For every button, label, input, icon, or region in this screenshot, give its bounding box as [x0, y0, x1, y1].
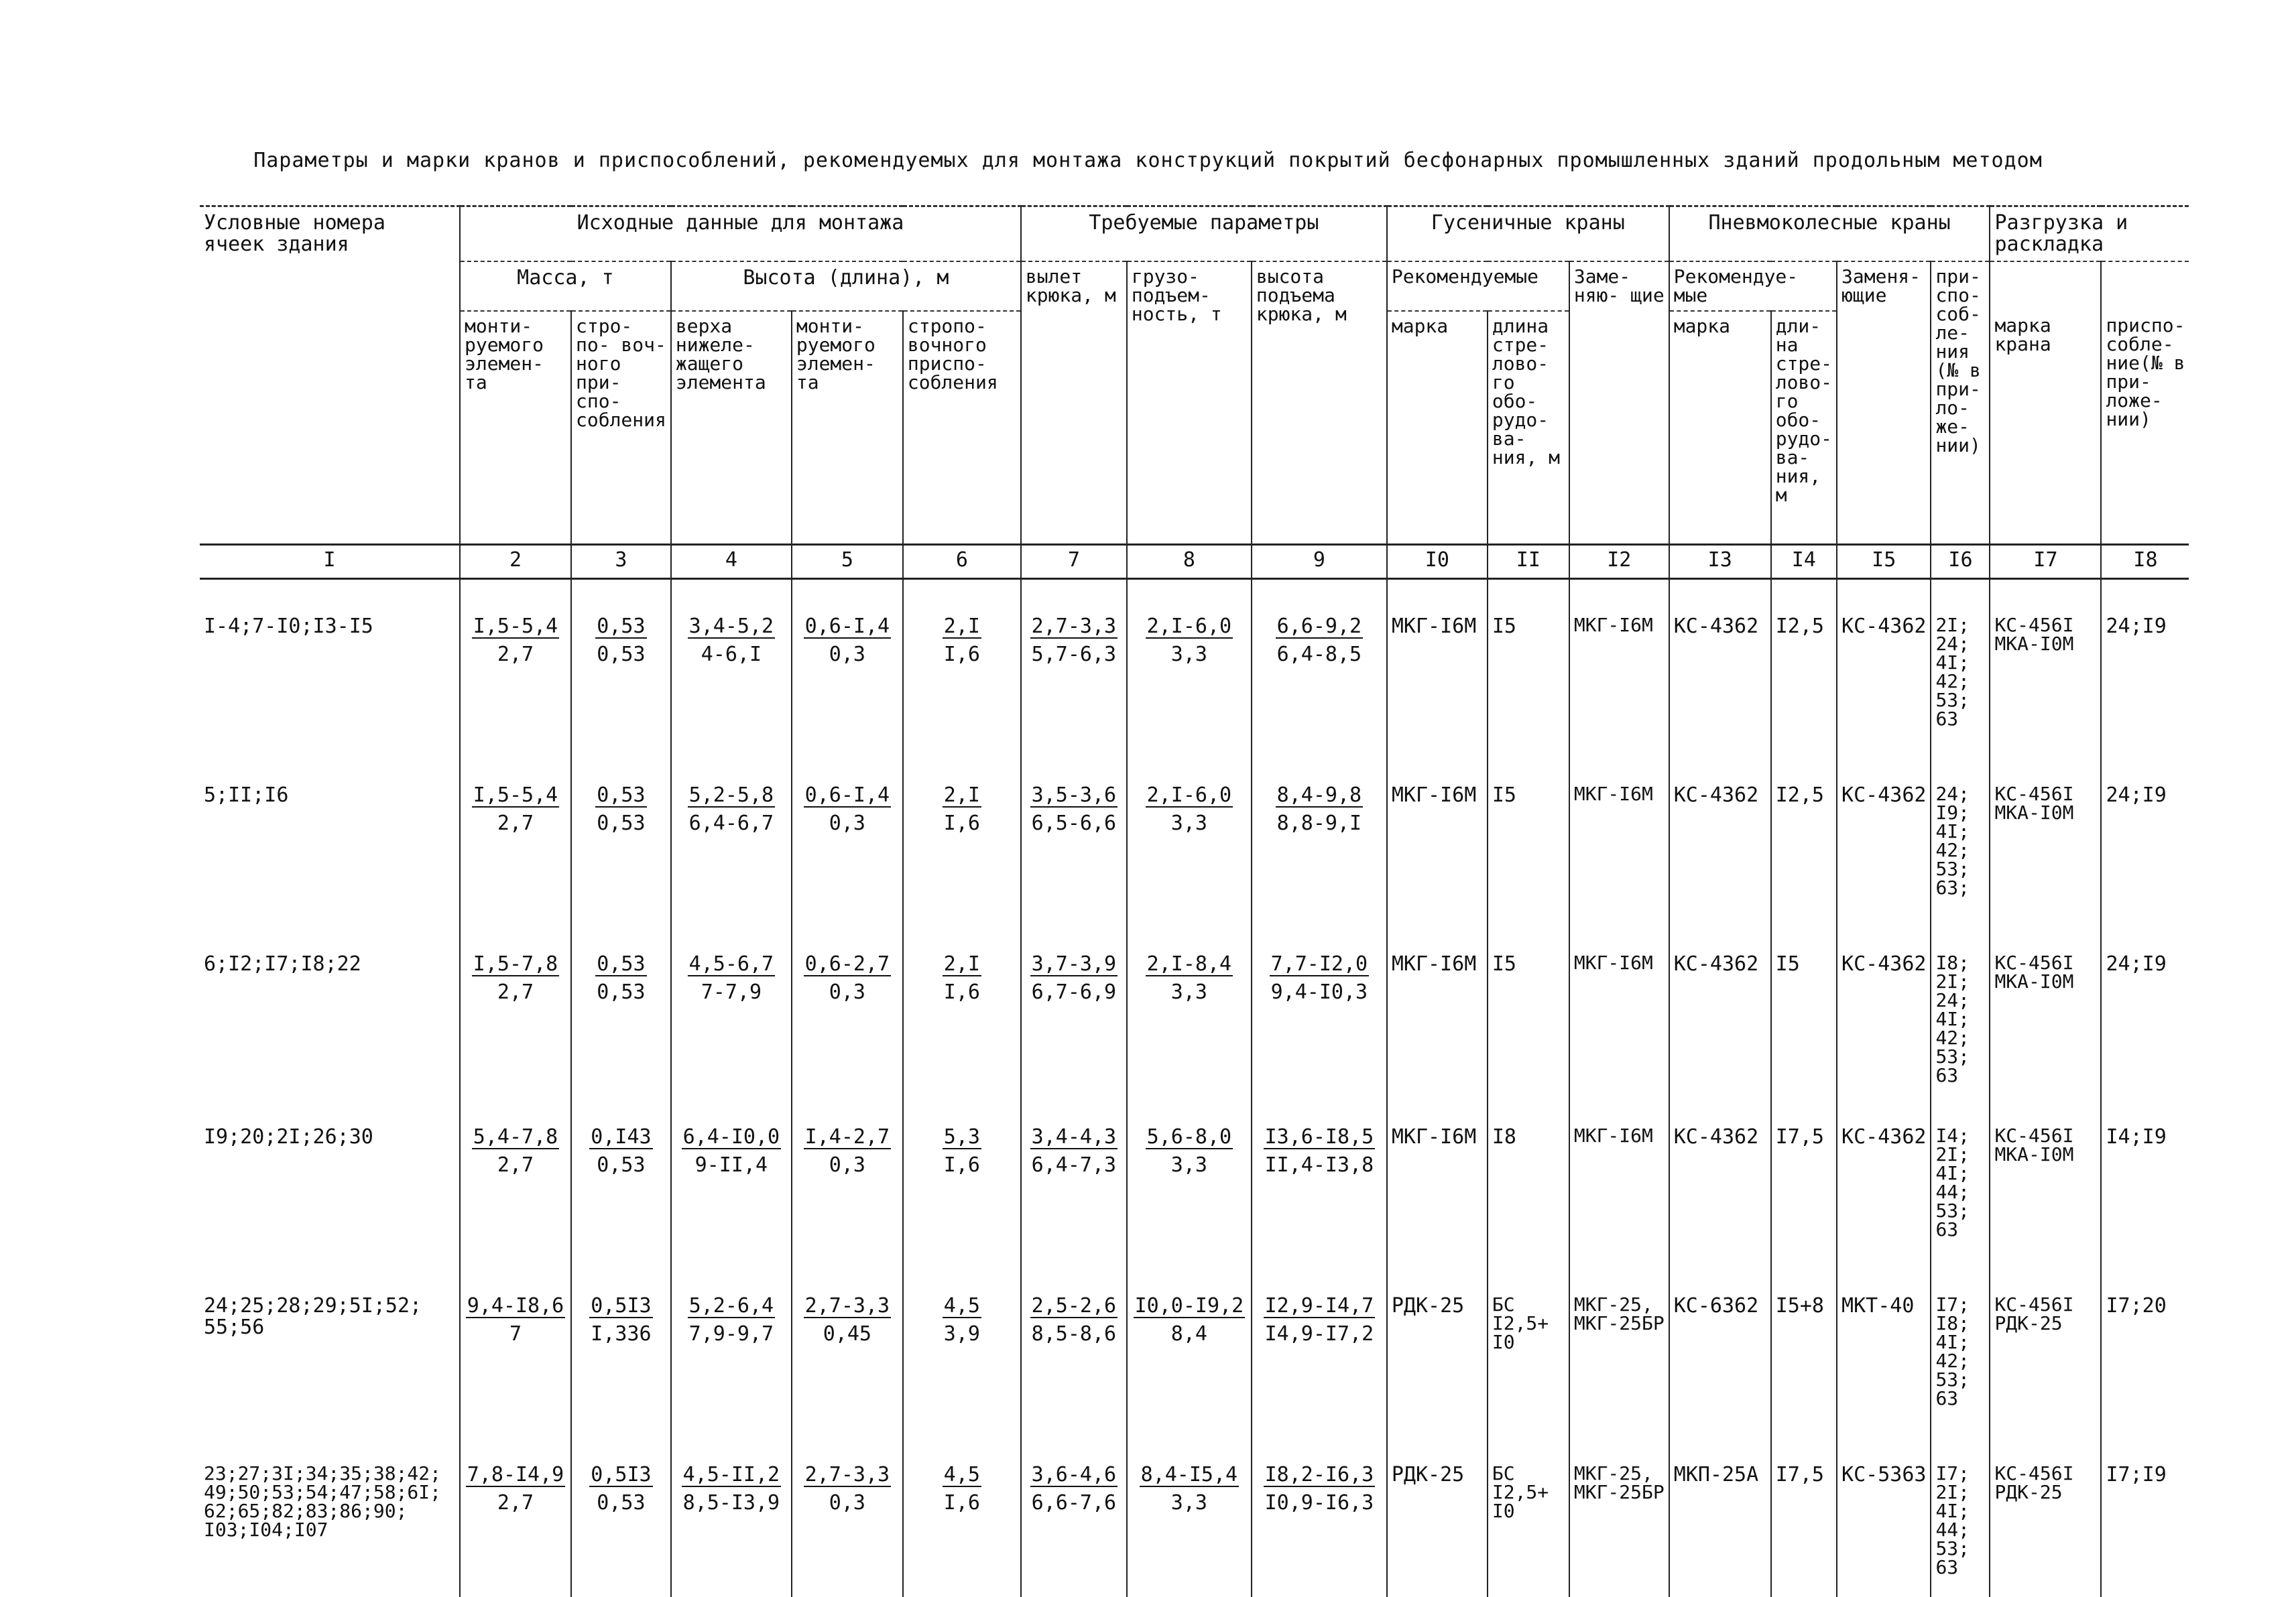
height-element-cell [792, 749, 903, 917]
header-lifting-capacity: грузо- подъем- ность, т [1127, 261, 1252, 545]
height-sling-cell [903, 1428, 1021, 1597]
denominator: I,336 [591, 1322, 652, 1346]
header-pneumatic-replacing: Заменя- ющие [1837, 261, 1931, 545]
pneumatic-boom-cell: I5+8 [1771, 1259, 1837, 1428]
denominator: 0,53 [597, 812, 646, 835]
denominator: 6,7-6,9 [1031, 980, 1117, 1004]
denominator: I,6 [943, 1153, 980, 1177]
numerator: 5,6-8,0 [1146, 1125, 1232, 1149]
denominator: I,6 [943, 980, 980, 1004]
header-height-sling: стропо- вочного приспо- собления [903, 311, 1021, 545]
column-number: 7 [1021, 545, 1127, 579]
unload-device-cell: 24;I9 [2101, 749, 2189, 917]
header-mass-element: монти- руемого элемен- та [460, 311, 571, 545]
crane-parameters-table [200, 205, 2189, 1597]
denominator: 2,7 [497, 812, 534, 835]
pneumatic-boom-cell: I2,5 [1771, 579, 1837, 749]
mass-sling-cell [571, 749, 671, 917]
header-initial-data: Исходные данные для монтажа [460, 206, 1021, 262]
column-number: 5 [792, 545, 903, 579]
numerator: 2,I-8,4 [1146, 952, 1232, 976]
crawler-boom-cell: I8 [1488, 1090, 1569, 1259]
denominator: I4,9-I7,2 [1264, 1322, 1374, 1346]
header-mass: Масса, т [460, 261, 671, 311]
hook-reach-cell [1021, 1428, 1127, 1597]
row-cells: 24;25;28;29;5I;52; 55;56 [204, 1294, 422, 1339]
header-row-2 [200, 261, 2189, 311]
denominator: 3,3 [1170, 643, 1207, 666]
height-element-cell [792, 917, 903, 1090]
devices-cell: I7; I8; 4I; 42; 53; 63 [1931, 1259, 1990, 1428]
height-element-cell [792, 1090, 903, 1259]
height-sling-cell [903, 749, 1021, 917]
numerator: I,4-2,7 [804, 1125, 890, 1149]
header-crawler-replacing: Заме- няю- щие [1569, 261, 1669, 545]
header-pneumatic-boom: дли- на стре- лово- го обо- рудо- ва- ния, м [1771, 311, 1837, 545]
denominator: I,6 [943, 1491, 980, 1515]
denominator: 7-7,9 [701, 980, 762, 1004]
numerator: 2,7-3,3 [804, 1294, 890, 1318]
crawler-replacing-cell: МКГ-I6М [1569, 749, 1669, 917]
numerator: 6,4-I0,0 [682, 1125, 780, 1149]
denominator: I,6 [943, 643, 980, 666]
mass-element-cell [460, 1428, 571, 1597]
mass-element-cell [460, 579, 571, 749]
denominator: 5,7-6,3 [1031, 643, 1117, 666]
unload-device-cell: I7;20 [2101, 1259, 2189, 1428]
crawler-boom-cell: I5 [1488, 579, 1569, 749]
table-row [200, 917, 2189, 1090]
numerator: 0,6-2,7 [804, 952, 890, 976]
capacity-cell [1127, 917, 1252, 1090]
numerator: 3,7-3,9 [1031, 952, 1117, 976]
hook-reach-cell [1021, 749, 1127, 917]
denominator: 2,7 [497, 980, 534, 1004]
numerator: 0,6-I,4 [804, 615, 890, 638]
unload-device-cell: 24;I9 [2101, 579, 2189, 749]
numerator: 2,7-3,3 [1031, 615, 1117, 638]
pneumatic-replacing-cell: КС-4362 [1837, 749, 1931, 917]
numerator: 5,4-7,8 [473, 1125, 558, 1149]
hook-reach-cell [1021, 917, 1127, 1090]
mass-sling-cell [571, 917, 671, 1090]
devices-cell: 2I; 24; 4I; 42; 53; 63 [1931, 579, 1990, 749]
pneumatic-replacing-cell: КС-4362 [1837, 1090, 1931, 1259]
denominator: 2,7 [497, 1491, 534, 1515]
numerator: 2,I-6,0 [1146, 783, 1232, 807]
numerator: 9,4-I8,6 [467, 1294, 564, 1318]
column-number: I [200, 545, 460, 579]
denominator: 6,6-7,6 [1031, 1491, 1117, 1515]
column-number: I0 [1387, 545, 1488, 579]
denominator: 0,3 [829, 1491, 865, 1515]
denominator: 8,5-I3,9 [682, 1491, 780, 1515]
column-number: 6 [903, 545, 1021, 579]
denominator: 0,53 [597, 1491, 646, 1515]
pneumatic-replacing-cell: МКТ-40 [1837, 1259, 1931, 1428]
table-row [200, 579, 2189, 749]
column-number: I3 [1669, 545, 1771, 579]
pneumatic-boom-cell: I7,5 [1771, 1428, 1837, 1597]
denominator: II,4-I3,8 [1264, 1153, 1374, 1177]
crawler-brand-cell: МКГ-I6М [1387, 917, 1488, 1090]
numerator: 0,53 [597, 783, 646, 807]
numerator: 3,5-3,6 [1031, 783, 1117, 807]
pneumatic-boom-cell: I2,5 [1771, 749, 1837, 917]
unload-device-cell: I4;I9 [2101, 1090, 2189, 1259]
denominator: 0,3 [829, 1153, 865, 1177]
numerator: 2,I [943, 783, 980, 807]
mass-element-cell [460, 749, 571, 917]
height-top-cell [671, 749, 792, 917]
denominator: 8,4 [1170, 1322, 1207, 1346]
header-crawler-boom: длина стре- лово- го обо- рудо- ва- ния, м [1488, 311, 1569, 545]
column-number: 4 [671, 545, 792, 579]
numerator: 4,5-II,2 [682, 1463, 780, 1486]
column-number: 9 [1252, 545, 1387, 579]
crawler-brand-cell: РДК-25 [1387, 1428, 1488, 1597]
column-number-row [200, 545, 2189, 579]
numerator: 5,3 [943, 1125, 980, 1149]
numerator: 2,I [943, 952, 980, 976]
header-cell-numbers: Условные номера ячеек здания [200, 206, 460, 545]
capacity-cell [1127, 579, 1252, 749]
unload-device-cell: I7;I9 [2101, 1428, 2189, 1597]
header-pneumatic-brand: марка [1669, 311, 1771, 545]
header-hook-height: высота подъема крюка, м [1252, 261, 1387, 545]
header-crane-brand: марка крана [1990, 311, 2101, 545]
numerator: 7,8-I4,9 [467, 1463, 564, 1486]
crawler-boom-cell: БС I2,5+ I0 [1488, 1428, 1569, 1597]
pneumatic-boom-cell: I5 [1771, 917, 1837, 1090]
pneumatic-brand-cell: КС-4362 [1669, 917, 1771, 1090]
denominator: 3,3 [1170, 812, 1207, 835]
height-element-cell [792, 579, 903, 749]
denominator: 3,3 [1170, 980, 1207, 1004]
column-number: II [1488, 545, 1569, 579]
header-crawler-recommended: Рекомендуемые [1387, 261, 1569, 311]
pneumatic-brand-cell: КС-6362 [1669, 1259, 1771, 1428]
numerator: 2,5-2,6 [1031, 1294, 1117, 1318]
column-number: I2 [1569, 545, 1669, 579]
height-top-cell [671, 579, 792, 749]
denominator: 3,3 [1170, 1491, 1207, 1515]
denominator: 0,3 [829, 812, 865, 835]
denominator: 9,4-I0,3 [1270, 980, 1368, 1004]
table-row [200, 1259, 2189, 1428]
denominator: 0,53 [597, 1153, 646, 1177]
hook-height-cell [1252, 1259, 1387, 1428]
denominator: 2,7 [497, 643, 534, 666]
header-required-params: Требуемые параметры [1021, 206, 1387, 262]
devices-cell: I7; 2I; 4I; 44; 53; 63 [1931, 1428, 1990, 1597]
column-number: 8 [1127, 545, 1252, 579]
header-hook-reach: вылет крюка, м [1021, 261, 1127, 545]
pneumatic-replacing-cell: КС-5363 [1837, 1428, 1931, 1597]
denominator: 8,8-9,I [1276, 812, 1362, 835]
capacity-cell [1127, 1090, 1252, 1259]
numerator: 2,I [943, 615, 980, 638]
capacity-cell [1127, 1259, 1252, 1428]
numerator: 8,4-9,8 [1276, 783, 1362, 807]
row-cells: 5;II;I6 [204, 783, 289, 807]
capacity-cell [1127, 749, 1252, 917]
header-height-length: Высота (длина), м [671, 261, 1021, 311]
crawler-boom-cell: БС I2,5+ I0 [1488, 1259, 1569, 1428]
denominator: I,6 [943, 812, 980, 835]
column-number: I8 [2101, 545, 2189, 579]
mass-sling-cell [571, 579, 671, 749]
hook-reach-cell [1021, 1259, 1127, 1428]
numerator: 4,5 [943, 1463, 980, 1486]
hook-reach-cell [1021, 1090, 1127, 1259]
unload-crane-cell: КС-456I МКА-I0М [1990, 579, 2101, 749]
crawler-replacing-cell: МКГ-25, МКГ-25БР [1569, 1428, 1669, 1597]
denominator: 3,3 [1170, 1153, 1207, 1177]
row-cells: I9;20;2I;26;30 [204, 1125, 373, 1149]
row-cells: 23;27;3I;34;35;38;42; 49;50;53;54;47;58;6I; 62;65;82;83;86;90; I03;I04;I07 [204, 1462, 442, 1541]
devices-cell: 24; I9; 4I; 42; 53; 63; [1931, 749, 1990, 917]
hook-reach-cell [1021, 579, 1127, 749]
pneumatic-brand-cell: КС-4362 [1669, 1090, 1771, 1259]
row-cells: 6;I2;I7;I8;22 [204, 952, 361, 976]
height-element-cell [792, 1259, 903, 1428]
denominator: 7 [509, 1322, 522, 1346]
crawler-boom-cell: I5 [1488, 917, 1569, 1090]
numerator: 0,I43 [591, 1125, 652, 1149]
header-top-lower-element: верха нижеле- жащего элемента [671, 311, 792, 545]
row-cells: I-4;7-I0;I3-I5 [204, 615, 373, 638]
crawler-replacing-cell: МКГ-I6М [1569, 1090, 1669, 1259]
denominator: 0,53 [597, 643, 646, 666]
height-top-cell [671, 1428, 792, 1597]
crawler-replacing-cell: МКГ-I6М [1569, 579, 1669, 749]
numerator: 7,7-I2,0 [1270, 952, 1368, 976]
header-height-element: монти- руемого элемен- та [792, 311, 903, 545]
numerator: 4,5 [943, 1294, 980, 1318]
numerator: I3,6-I8,5 [1264, 1125, 1374, 1149]
numerator: 2,I-6,0 [1146, 615, 1232, 638]
mass-sling-cell [571, 1259, 671, 1428]
table-row [200, 1090, 2189, 1259]
denominator: 6,4-8,5 [1276, 643, 1362, 666]
devices-cell: I8; 2I; 24; 4I; 42; 53; 63 [1931, 917, 1990, 1090]
numerator: I8,2-I6,3 [1264, 1463, 1374, 1486]
denominator: 6,4-6,7 [688, 812, 774, 835]
hook-height-cell [1252, 749, 1387, 917]
header-device-no: приспо- собле- ние(№ в при- ложе- нии) [2101, 311, 2189, 545]
column-number: I6 [1931, 545, 1990, 579]
header-pneumatic-recommended: Рекомендуе- мые [1669, 261, 1837, 311]
numerator: 3,4-5,2 [688, 615, 774, 638]
mass-element-cell [460, 1090, 571, 1259]
numerator: I2,9-I4,7 [1264, 1294, 1374, 1318]
height-sling-cell [903, 917, 1021, 1090]
denominator: 4-6,I [701, 643, 762, 666]
page-title: Параметры и марки кранов и приспособлений, рекомендуемых для монтажа конструкций покрытий бесфонарных промышленных зданий продольным методом [253, 149, 2043, 172]
unload-crane-cell: КС-456I РДК-25 [1990, 1259, 2101, 1428]
numerator: 8,4-I5,4 [1140, 1463, 1238, 1486]
header-row-1 [200, 206, 2189, 262]
denominator: 2,7 [497, 1153, 534, 1177]
numerator: 0,53 [597, 952, 646, 976]
numerator: 3,6-4,6 [1031, 1463, 1117, 1486]
hook-height-cell [1252, 1090, 1387, 1259]
height-sling-cell [903, 1090, 1021, 1259]
mass-sling-cell [571, 1428, 671, 1597]
header-crawler-brand: марка [1387, 311, 1488, 545]
header-pneumatic-cranes: Пневмоколесные краны [1669, 206, 1990, 262]
column-number: 2 [460, 545, 571, 579]
numerator: 6,6-9,2 [1276, 615, 1362, 638]
height-top-cell [671, 917, 792, 1090]
pneumatic-brand-cell: КС-4362 [1669, 579, 1771, 749]
mass-element-cell [460, 917, 571, 1090]
header-devices: при- спо- соб- ле- ния (№ в при- ло- же- нии) [1931, 261, 1990, 545]
denominator: 8,5-8,6 [1031, 1322, 1117, 1346]
height-top-cell [671, 1259, 792, 1428]
unload-crane-cell: КС-456I МКА-I0М [1990, 1090, 2101, 1259]
numerator: I,5-5,4 [473, 615, 558, 638]
numerator: I0,0-I9,2 [1134, 1294, 1244, 1318]
unload-crane-cell: КС-456I РДК-25 [1990, 1428, 2101, 1597]
column-number: 3 [571, 545, 671, 579]
denominator: 6,4-7,3 [1031, 1153, 1117, 1177]
numerator: 0,6-I,4 [804, 783, 890, 807]
numerator: 4,5-6,7 [688, 952, 774, 976]
numerator: 5,2-5,8 [688, 783, 774, 807]
column-number: I4 [1771, 545, 1837, 579]
column-number: I7 [1990, 545, 2101, 579]
crawler-brand-cell: МКГ-I6М [1387, 1090, 1488, 1259]
unload-device-cell: 24;I9 [2101, 917, 2189, 1090]
hook-height-cell [1252, 917, 1387, 1090]
denominator: 3,9 [943, 1322, 980, 1346]
height-sling-cell [903, 1259, 1021, 1428]
capacity-cell [1127, 1428, 1252, 1597]
header-unloading: Разгрузка и раскладка [1990, 206, 2189, 262]
denominator: 0,3 [829, 980, 865, 1004]
crawler-brand-cell: МКГ-I6М [1387, 749, 1488, 917]
crawler-boom-cell: I5 [1488, 749, 1569, 917]
numerator: 0,53 [597, 615, 646, 638]
crawler-replacing-cell: МКГ-I6М [1569, 917, 1669, 1090]
height-element-cell [792, 1428, 903, 1597]
mass-element-cell [460, 1259, 571, 1428]
table-row [200, 1428, 2189, 1597]
devices-cell: I4; 2I; 4I; 44; 53; 63 [1931, 1090, 1990, 1259]
denominator: 0,3 [829, 643, 865, 666]
crawler-replacing-cell: МКГ-25, МКГ-25БР [1569, 1259, 1669, 1428]
hook-height-cell [1252, 1428, 1387, 1597]
pneumatic-boom-cell: I7,5 [1771, 1090, 1837, 1259]
pneumatic-brand-cell: МКП-25А [1669, 1428, 1771, 1597]
pneumatic-replacing-cell: КС-4362 [1837, 579, 1931, 749]
numerator: 0,5I3 [591, 1294, 652, 1318]
pneumatic-brand-cell: КС-4362 [1669, 749, 1771, 917]
numerator: 2,7-3,3 [804, 1463, 890, 1486]
hook-height-cell [1252, 579, 1387, 749]
denominator: 0,45 [823, 1322, 871, 1346]
numerator: 0,5I3 [591, 1463, 652, 1486]
pneumatic-replacing-cell: КС-4362 [1837, 917, 1931, 1090]
denominator: 0,53 [597, 980, 646, 1004]
header-mass-sling: стро- по- воч- ного при- спо- собления [571, 311, 671, 545]
denominator: I0,9-I6,3 [1264, 1491, 1374, 1515]
numerator: 3,4-4,3 [1031, 1125, 1117, 1149]
unload-crane-cell: КС-456I МКА-I0М [1990, 917, 2101, 1090]
denominator: 9-II,4 [694, 1153, 768, 1177]
crawler-brand-cell: РДК-25 [1387, 1259, 1488, 1428]
table-row [200, 749, 2189, 917]
denominator: 7,9-9,7 [688, 1322, 774, 1346]
crawler-brand-cell: МКГ-I6М [1387, 579, 1488, 749]
unload-crane-cell: КС-456I МКА-I0М [1990, 749, 2101, 917]
mass-sling-cell [571, 1090, 671, 1259]
numerator: I,5-7,8 [473, 952, 558, 976]
height-sling-cell [903, 579, 1021, 749]
numerator: I,5-5,4 [473, 783, 558, 807]
column-number: I5 [1837, 545, 1931, 579]
numerator: 5,2-6,4 [688, 1294, 774, 1318]
height-top-cell [671, 1090, 792, 1259]
denominator: 6,5-6,6 [1031, 812, 1117, 835]
header-crawler-cranes: Гусеничные краны [1387, 206, 1669, 262]
